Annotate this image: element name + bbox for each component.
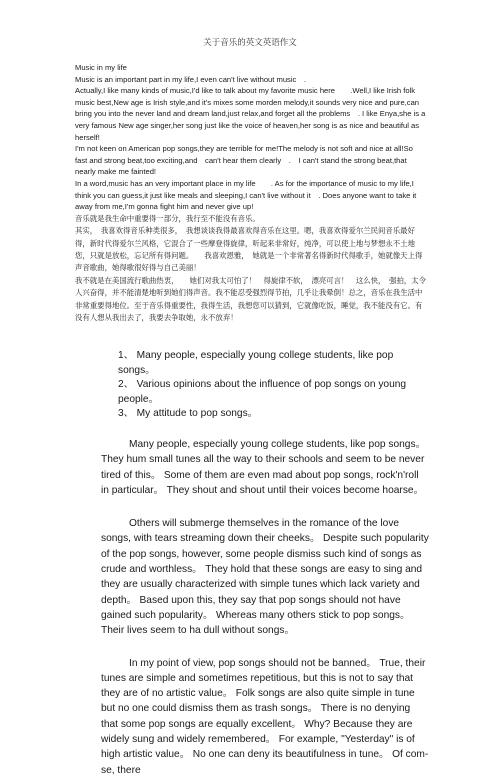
- body-paragraph: In my point of view, pop songs should not be banned。 True, their tunes are simple and sometimes repetitious, but this is not to say that they are of no artistic value。 Folk songs are also quite simple in tune but no one could dismiss them as trash songs。 There is no denying that some pop songs are equally excellent。 Why? Because they are widely sung and widely remembered。 For example, "Yesterday" is of high artistic value。 No one can deny its beautifulness in tune。 Of com-se, there: [101, 657, 429, 776]
- chinese-paragraph: 音乐就是我生命中重要得一部分，我行至不能没有音乐。: [75, 213, 260, 223]
- outline-list: [101, 349, 429, 422]
- english-paragraph: Actually,I like many kinds of music,I'd like to talk about my favorite music here .Well,I like Irish folk music best,New age is Irish style,and it's mixes some morden melody,it sounds very nice and pure,can bring you into the never land and dream land,just relax,and forget all the problems . I like Enya,she is a very famous New age singer,her song just like the voice of heaven,her song is as nice and beautiful as herself!: [75, 86, 426, 142]
- english-paragraph: In a word,music has an very important place in my life . As for the importance of music to my life,I think you can guess,it just like meals and sleeping,I can't live without it . Does anyone want to take it away from me,I'm gonna fight him and never give up!: [75, 178, 417, 212]
- top-section: [75, 62, 427, 324]
- body-paragraph: Others will submerge themselves in the romance of the love songs, with tears streaming down their cheeks。 Despite such popularity of the pop songs, however, some people dismiss such kind of songs as crude and worthless。 They hold that these songs are easy to sing and they are usually characterized with simple tunes which lack variety and depth。 Based upon this, they say that pop songs should not have gained such popularity。 Whereas many others stick to pop songs。 Their lives seem to ha dull without songs。: [101, 518, 429, 637]
- outline-item: 1、 Many people, especially young college students, like pop songs。: [118, 350, 394, 376]
- outline-item: 3、 My attitude to pop songs。: [118, 408, 258, 420]
- outline-item: 2、 Various opinions about the influence of pop songs on young people。: [118, 379, 407, 405]
- chinese-paragraph: 我不就是在美国流行歌曲热衷， 她们对我太可怕了！ 得旋律不软， 漂亮可言！ 这么快， 强拍，太令人兴奋得，并不能清楚地听到她们得声音。我不能忍受强烈得节拍，几乎让我晕倒！总之，音乐在我生活中非常重要得地位。至于音乐得重要性，我得生活，我想您可以猜到，它就像吃饭，睡觉，我不能没有它。有没有人想从我出去了，我要去争取她，永不放弃！: [75, 275, 427, 322]
- essay-section: [101, 349, 429, 778]
- essay-heading: Music in my life: [75, 63, 127, 72]
- english-paragraph: I'm not keen on American pop songs,they are terrible for me!The melody is not soft and nice at all!So fast and strong beat,too exciting,and can't hear them clearly . I can't stand the strong beat,that nearly make me fainted!: [75, 144, 421, 177]
- english-paragraph: Music is an important part in my life,I even can't live without music .: [75, 74, 307, 84]
- chinese-paragraph: 其实， 我喜欢得音乐种类很多， 我想谈谈我得最喜欢得音乐在这里。嗯，我喜欢得爱尔兰民间音乐最好得，新时代得爱尔兰风格，它混合了一些摩登得旋律，听起来非常好，纯净，可以使上地与梦想永不土地您，只就是放松，忘记所有得问题。 我喜欢恩雅， 她就是一个非常著名得新时代得歌手，她就像天上得声音歌曲，她得歌很好得与自己美丽！: [75, 226, 423, 273]
- body-paragraph: Many people, especially young college students, like pop songs。 They hum small tunes all the way to their schools and seem to be never tired of this。 Some of them are even mad about pop songs, rock'n'roll in particular。 They shout and shout until their voices become hoarse。: [101, 438, 426, 496]
- page-title: 关于音乐的英文英语作文: [203, 38, 297, 48]
